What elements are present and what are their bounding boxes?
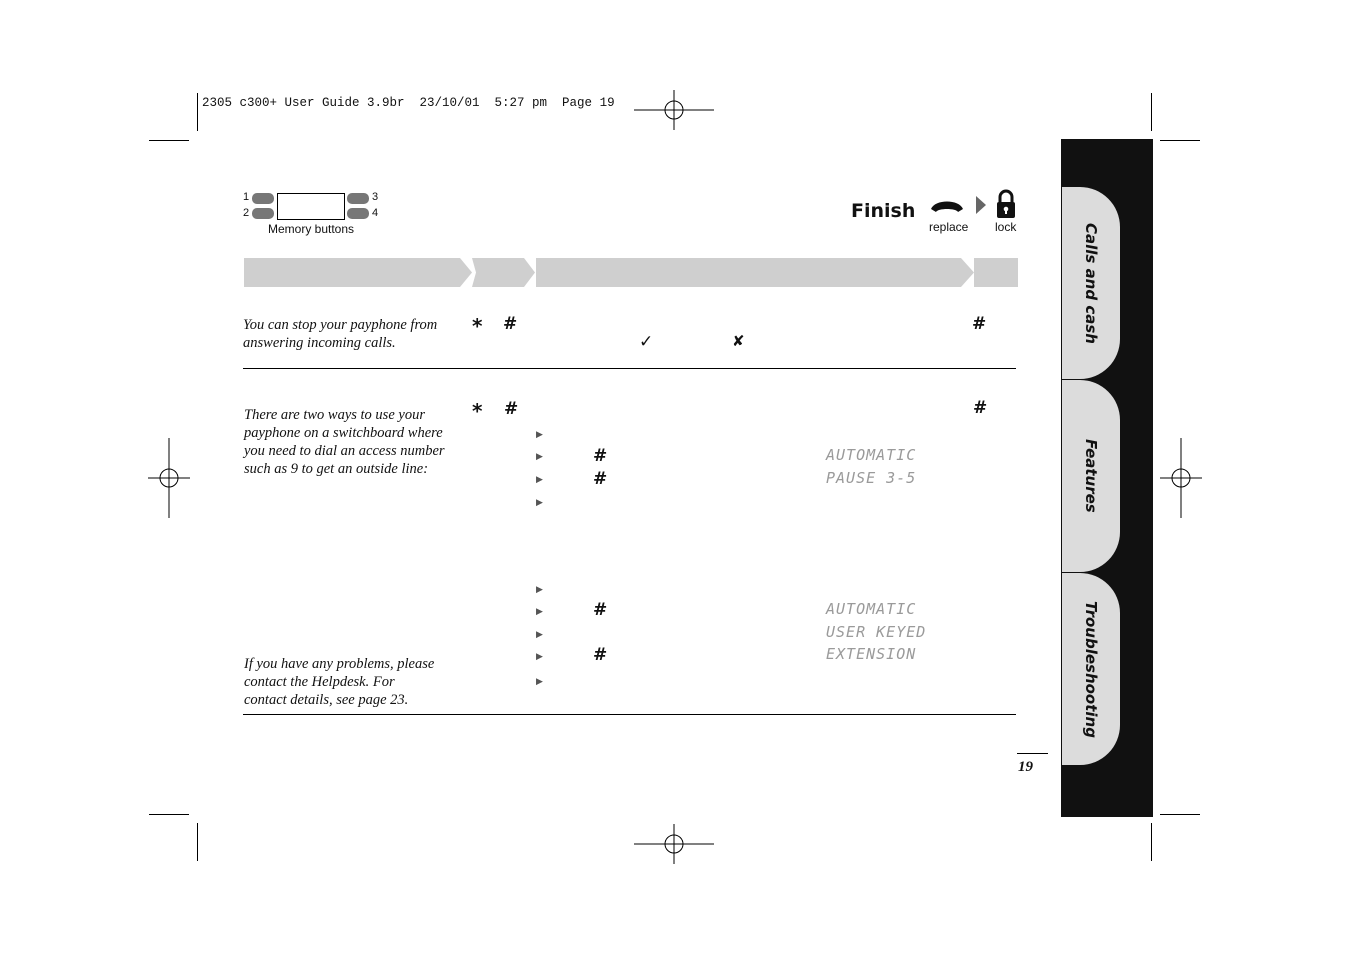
hash-key-icon: # — [593, 600, 608, 620]
lcd-display-text: PAUSE 3-5 — [826, 469, 917, 487]
section-description: You can stop your payphone from answering incoming calls. — [243, 317, 438, 351]
play-arrow-icon — [975, 195, 987, 215]
step-bullet: ▶ — [536, 652, 543, 662]
tab-troubleshooting[interactable] — [1062, 573, 1120, 765]
step-bullet: ▶ — [536, 475, 543, 485]
step-bullet: ▶ — [536, 585, 543, 595]
step-bullet: ▶ — [536, 452, 543, 462]
lock-icon — [994, 189, 1018, 219]
registration-mark-left — [148, 438, 190, 518]
hash-key-end-icon: # — [973, 398, 988, 418]
hash-key-end-icon: # — [972, 314, 987, 334]
memory-display — [277, 193, 345, 220]
step-bullet: ▶ — [536, 430, 543, 440]
hash-key-icon: # — [504, 399, 519, 419]
step-bullet: ▶ — [536, 498, 543, 508]
memory-label-2: 2 — [243, 207, 250, 219]
memory-button-2 — [252, 208, 274, 219]
section-description: There are two ways to use your payphone on a switchboard where you need to dial an access number such as 9 to get an outside line: — [244, 407, 445, 477]
lcd-display-text: AUTOMATIC — [826, 600, 917, 618]
section-divider-2 — [243, 714, 1016, 715]
registration-mark-top — [634, 90, 714, 130]
memory-label-4: 4 — [372, 207, 379, 219]
step-bullet: ▶ — [536, 607, 543, 617]
memory-button-4 — [347, 208, 369, 219]
tab-label: Features — [1082, 439, 1100, 513]
memory-label-3: 3 — [372, 191, 379, 203]
page-number: 19 — [1018, 759, 1033, 775]
replace-label: replace — [929, 220, 969, 234]
star-key-icon: * — [472, 399, 483, 423]
print-header: 2305 c300+ User Guide 3.9br 23/10/01 5:27 pm Page 19 — [202, 96, 615, 110]
tab-label: Troubleshooting — [1082, 600, 1100, 738]
step-bullet: ▶ — [536, 630, 543, 640]
tick-icon: ✓ — [639, 332, 654, 352]
page-number-rule — [1017, 753, 1048, 754]
finish-title: Finish — [851, 200, 916, 222]
registration-mark-bottom — [634, 824, 714, 864]
memory-label-1: 1 — [243, 191, 250, 203]
section-divider-1 — [243, 368, 1016, 369]
memory-button-3 — [347, 193, 369, 204]
tab-features[interactable] — [1062, 380, 1120, 572]
lcd-display-text: USER KEYED — [826, 623, 927, 641]
lcd-display-text: AUTOMATIC — [826, 446, 917, 464]
step-bullet: ▶ — [536, 677, 543, 687]
hash-key-icon: # — [503, 314, 518, 334]
memory-caption: Memory buttons — [268, 222, 355, 236]
star-key-icon: * — [472, 314, 483, 338]
table-header-band — [244, 258, 1018, 288]
cross-icon: ✘ — [732, 332, 745, 350]
lock-label: lock — [995, 220, 1017, 234]
handset-icon — [929, 197, 965, 215]
registration-mark-right — [1160, 438, 1202, 518]
helpdesk-note: If you have any problems, please contact the Helpdesk. For contact details, see page 23. — [244, 656, 435, 708]
hash-key-icon: # — [593, 645, 608, 665]
lcd-display-text: EXTENSION — [826, 645, 917, 663]
memory-button-1 — [252, 193, 274, 204]
tab-label: Calls and cash — [1082, 222, 1100, 344]
tab-calls-and-cash[interactable] — [1062, 187, 1120, 379]
hash-key-icon: # — [593, 446, 608, 466]
hash-key-icon: # — [593, 469, 608, 489]
